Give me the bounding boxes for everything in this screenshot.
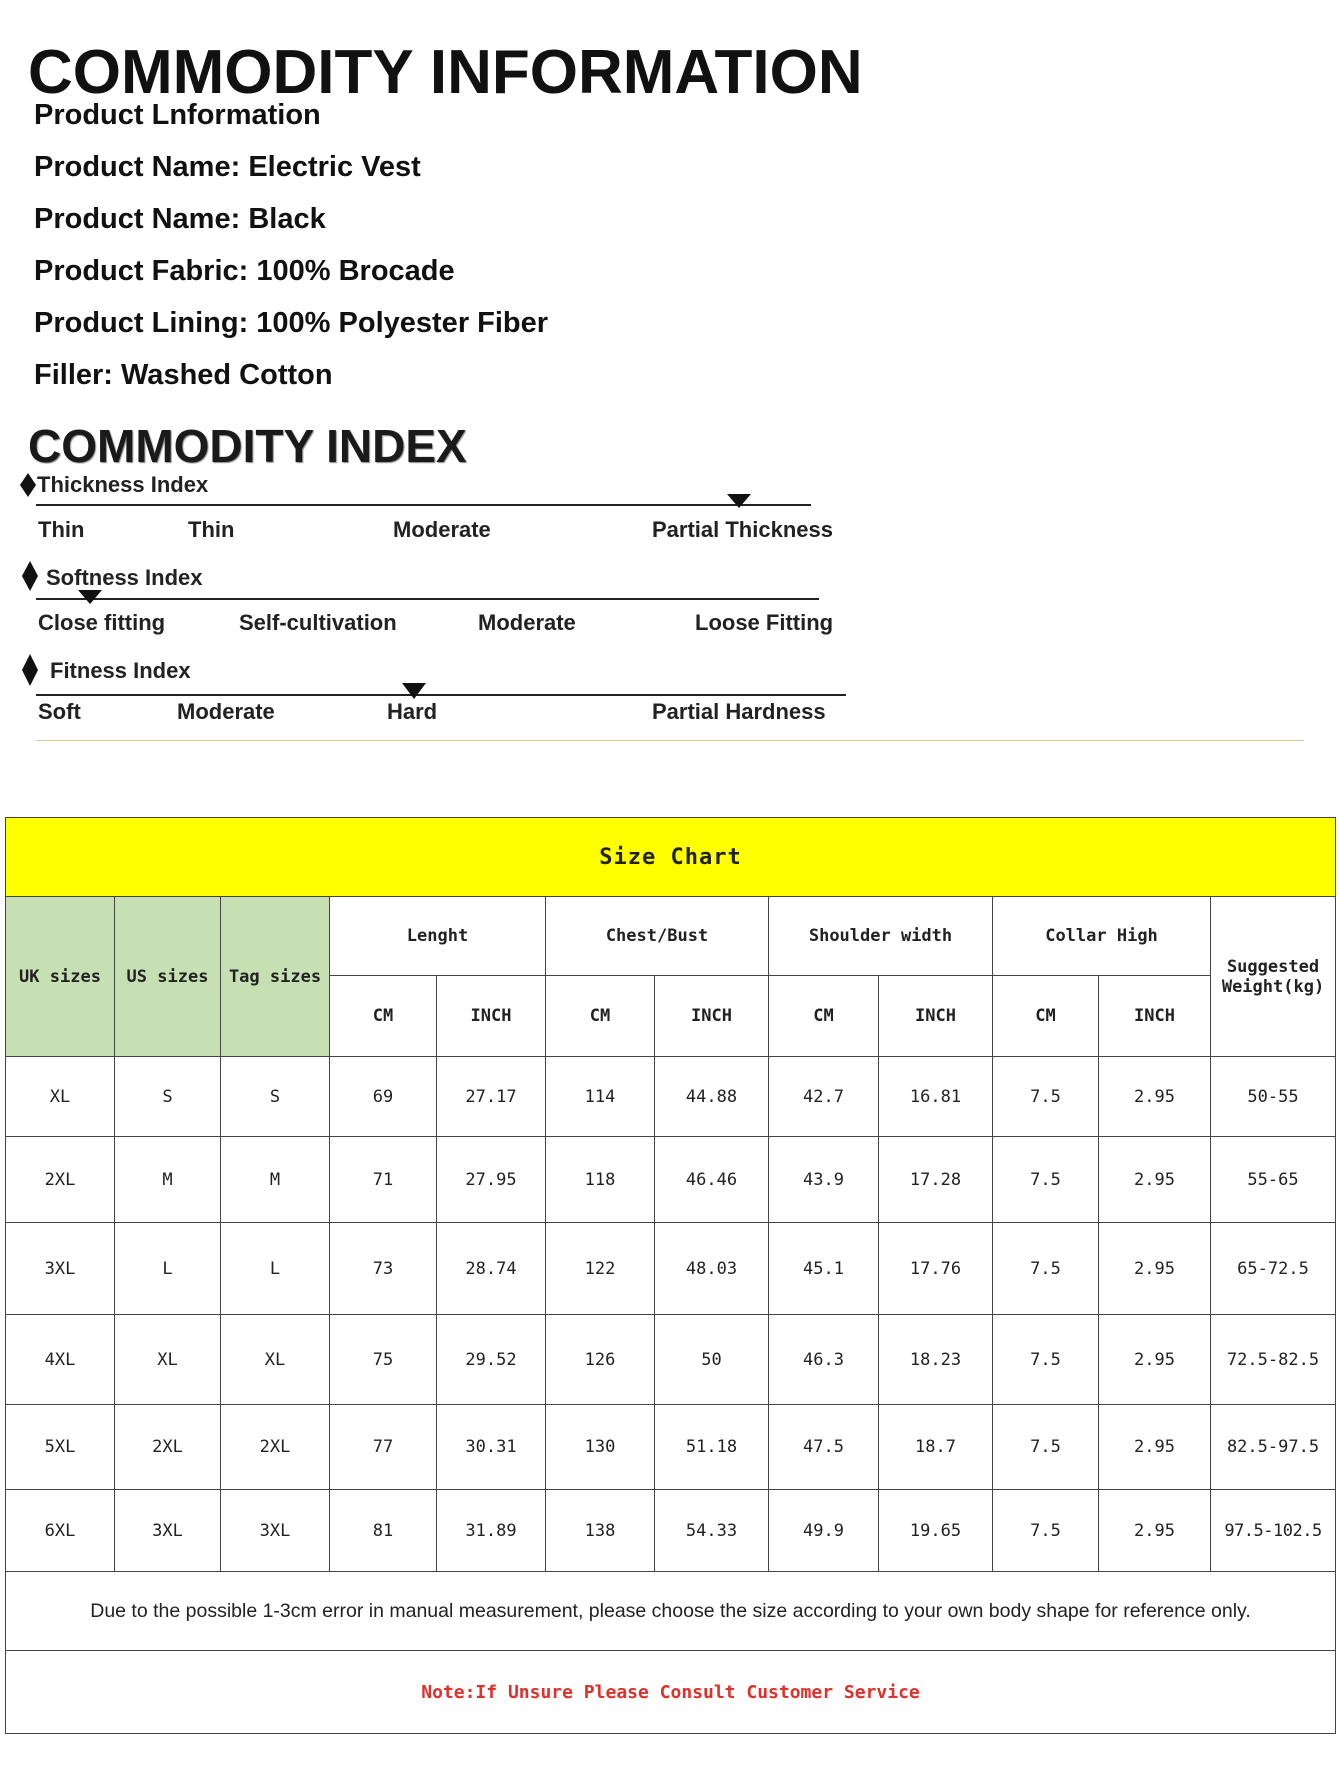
table-cell: 97.5-102.5 xyxy=(1211,1490,1336,1572)
table-cell: 2.95 xyxy=(1099,1223,1211,1315)
table-cell: 2.95 xyxy=(1099,1490,1211,1572)
table-cell: 122 xyxy=(546,1223,655,1315)
diamond-bullet-icon xyxy=(20,473,36,502)
commodity-information-title: COMMODITY INFORMATION xyxy=(28,38,863,107)
size-chart-table xyxy=(5,817,1336,1734)
table-cell: 118 xyxy=(546,1137,655,1223)
table-cell: 69 xyxy=(330,1057,437,1137)
table-cell: 28.74 xyxy=(437,1223,546,1315)
table-cell: 46.46 xyxy=(655,1137,769,1223)
table-cell: 114 xyxy=(546,1057,655,1137)
table-cell: 3XL xyxy=(221,1490,330,1572)
table-cell: 75 xyxy=(330,1315,437,1405)
info-line-product-name: Product Name: Electric Vest xyxy=(34,151,421,183)
table-cell: 77 xyxy=(330,1405,437,1490)
softness-label-loose-fitting: Loose Fitting xyxy=(695,610,834,635)
size-chart-title: Size Chart xyxy=(6,818,1336,897)
table-cell: 46.3 xyxy=(769,1315,879,1405)
softness-label-close-fitting: Close fitting xyxy=(38,610,166,635)
table-cell: 2.95 xyxy=(1099,1405,1211,1490)
table-cell: 7.5 xyxy=(993,1057,1099,1137)
table-cell: 81 xyxy=(330,1490,437,1572)
table-cell: 30.31 xyxy=(437,1405,546,1490)
fitness-index-heading: Fitness Index xyxy=(50,658,191,683)
softness-marker-icon xyxy=(78,590,102,609)
table-cell: 48.03 xyxy=(655,1223,769,1315)
softness-index-scale xyxy=(36,598,819,600)
table-cell: XL xyxy=(221,1315,330,1405)
table-cell: 72.5-82.5 xyxy=(1211,1315,1336,1405)
table-cell: 71 xyxy=(330,1137,437,1223)
table-cell: 5XL xyxy=(6,1405,115,1490)
size-chart-body xyxy=(6,1057,1336,1572)
table-cell: 2XL xyxy=(6,1137,115,1223)
softness-label-self-cultivation: Self-cultivation xyxy=(239,610,397,635)
softness-label-moderate: Moderate xyxy=(478,610,576,635)
tag-sizes-header: Tag sizes xyxy=(221,897,330,1057)
table-cell: 54.33 xyxy=(655,1490,769,1572)
unit-inch-header: INCH xyxy=(1099,976,1211,1057)
table-cell: 2XL xyxy=(115,1405,221,1490)
table-cell: 51.18 xyxy=(655,1405,769,1490)
table-cell: 7.5 xyxy=(993,1315,1099,1405)
table-cell: 7.5 xyxy=(993,1490,1099,1572)
table-cell: L xyxy=(115,1223,221,1315)
table-cell: S xyxy=(221,1057,330,1137)
fitness-label-hard: Hard xyxy=(387,699,438,724)
table-cell: 7.5 xyxy=(993,1137,1099,1223)
unit-inch-header: INCH xyxy=(879,976,993,1057)
info-line-filler: Filler: Washed Cotton xyxy=(34,359,333,391)
table-cell: M xyxy=(115,1137,221,1223)
diamond-bullet-icon xyxy=(22,561,38,596)
table-cell: 2.95 xyxy=(1099,1057,1211,1137)
table-cell: 43.9 xyxy=(769,1137,879,1223)
info-line-product-fabric: Product Fabric: 100% Brocade xyxy=(34,255,455,287)
table-cell: XL xyxy=(115,1315,221,1405)
table-cell: 47.5 xyxy=(769,1405,879,1490)
thickness-label-thin-1: Thin xyxy=(38,517,85,542)
table-cell: 50-55 xyxy=(1211,1057,1336,1137)
table-cell: L xyxy=(221,1223,330,1315)
section-divider xyxy=(36,740,1304,741)
table-cell: 130 xyxy=(546,1405,655,1490)
table-cell: 65-72.5 xyxy=(1211,1223,1336,1315)
table-cell: XL xyxy=(6,1057,115,1137)
fitness-index-scale xyxy=(36,694,846,696)
fitness-label-moderate: Moderate xyxy=(177,699,275,724)
table-cell: 82.5-97.5 xyxy=(1211,1405,1336,1490)
table-cell: 2XL xyxy=(221,1405,330,1490)
info-line-product-color: Product Name: Black xyxy=(34,203,326,235)
table-cell: 44.88 xyxy=(655,1057,769,1137)
suggested-weight-header: Suggested Weight(kg) xyxy=(1211,897,1336,1057)
uk-sizes-header: UK sizes xyxy=(6,897,115,1057)
table-cell: 2.95 xyxy=(1099,1137,1211,1223)
unit-cm-header: CM xyxy=(546,976,655,1057)
table-cell: 49.9 xyxy=(769,1490,879,1572)
table-cell: 18.23 xyxy=(879,1315,993,1405)
table-cell: 126 xyxy=(546,1315,655,1405)
table-cell: 19.65 xyxy=(879,1490,993,1572)
diamond-bullet-icon xyxy=(22,654,38,691)
table-cell: 17.28 xyxy=(879,1137,993,1223)
table-cell: S xyxy=(115,1057,221,1137)
fitness-label-soft: Soft xyxy=(38,699,81,724)
length-header: Lenght xyxy=(330,897,546,976)
product-information-subtitle: Product Lnformation xyxy=(34,99,321,131)
info-line-product-lining: Product Lining: 100% Polyester Fiber xyxy=(34,307,549,339)
thickness-label-partial-thickness: Partial Thickness xyxy=(652,517,833,542)
shoulder-width-header: Shoulder width xyxy=(769,897,993,976)
thickness-label-thin-2: Thin xyxy=(188,517,235,542)
table-cell: 3XL xyxy=(6,1223,115,1315)
table-cell: 55-65 xyxy=(1211,1137,1336,1223)
table-cell: 138 xyxy=(546,1490,655,1572)
collar-high-header: Collar High xyxy=(993,897,1211,976)
unit-inch-header: INCH xyxy=(655,976,769,1057)
table-cell: 45.1 xyxy=(769,1223,879,1315)
unit-cm-header: CM xyxy=(993,976,1099,1057)
table-cell: 31.89 xyxy=(437,1490,546,1572)
table-cell: 50 xyxy=(655,1315,769,1405)
table-cell: 6XL xyxy=(6,1490,115,1572)
table-row xyxy=(6,1490,1336,1572)
table-cell: 27.95 xyxy=(437,1137,546,1223)
table-cell: 2.95 xyxy=(1099,1315,1211,1405)
table-cell: 73 xyxy=(330,1223,437,1315)
table-cell: 29.52 xyxy=(437,1315,546,1405)
unit-inch-header: INCH xyxy=(437,976,546,1057)
table-cell: 4XL xyxy=(6,1315,115,1405)
table-cell: 7.5 xyxy=(993,1405,1099,1490)
table-row xyxy=(6,1057,1336,1137)
customer-service-note: Note:If Unsure Please Consult Customer Service xyxy=(6,1651,1336,1734)
unit-cm-header: CM xyxy=(330,976,437,1057)
table-cell: M xyxy=(221,1137,330,1223)
table-row xyxy=(6,1405,1336,1490)
table-row xyxy=(6,1223,1336,1315)
table-row xyxy=(6,1315,1336,1405)
table-row xyxy=(6,1137,1336,1223)
thickness-marker-icon xyxy=(727,494,751,513)
softness-index-heading: Softness Index xyxy=(46,565,203,590)
table-cell: 27.17 xyxy=(437,1057,546,1137)
thickness-label-moderate: Moderate xyxy=(393,517,491,542)
table-cell: 3XL xyxy=(115,1490,221,1572)
table-cell: 7.5 xyxy=(993,1223,1099,1315)
unit-cm-header: CM xyxy=(769,976,879,1057)
table-cell: 18.7 xyxy=(879,1405,993,1490)
table-cell: 17.76 xyxy=(879,1223,993,1315)
commodity-index-title: COMMODITY INDEX xyxy=(28,420,467,472)
thickness-index-heading: Thickness Index xyxy=(37,472,209,497)
fitness-label-partial-hardness: Partial Hardness xyxy=(652,699,826,724)
us-sizes-header: US sizes xyxy=(115,897,221,1057)
chest-bust-header: Chest/Bust xyxy=(546,897,769,976)
table-cell: 42.7 xyxy=(769,1057,879,1137)
thickness-index-scale xyxy=(36,504,811,506)
measurement-disclaimer: Due to the possible 1-3cm error in manual measurement, please choose the size according to your own body shape for reference only. xyxy=(6,1572,1336,1651)
table-cell: 16.81 xyxy=(879,1057,993,1137)
